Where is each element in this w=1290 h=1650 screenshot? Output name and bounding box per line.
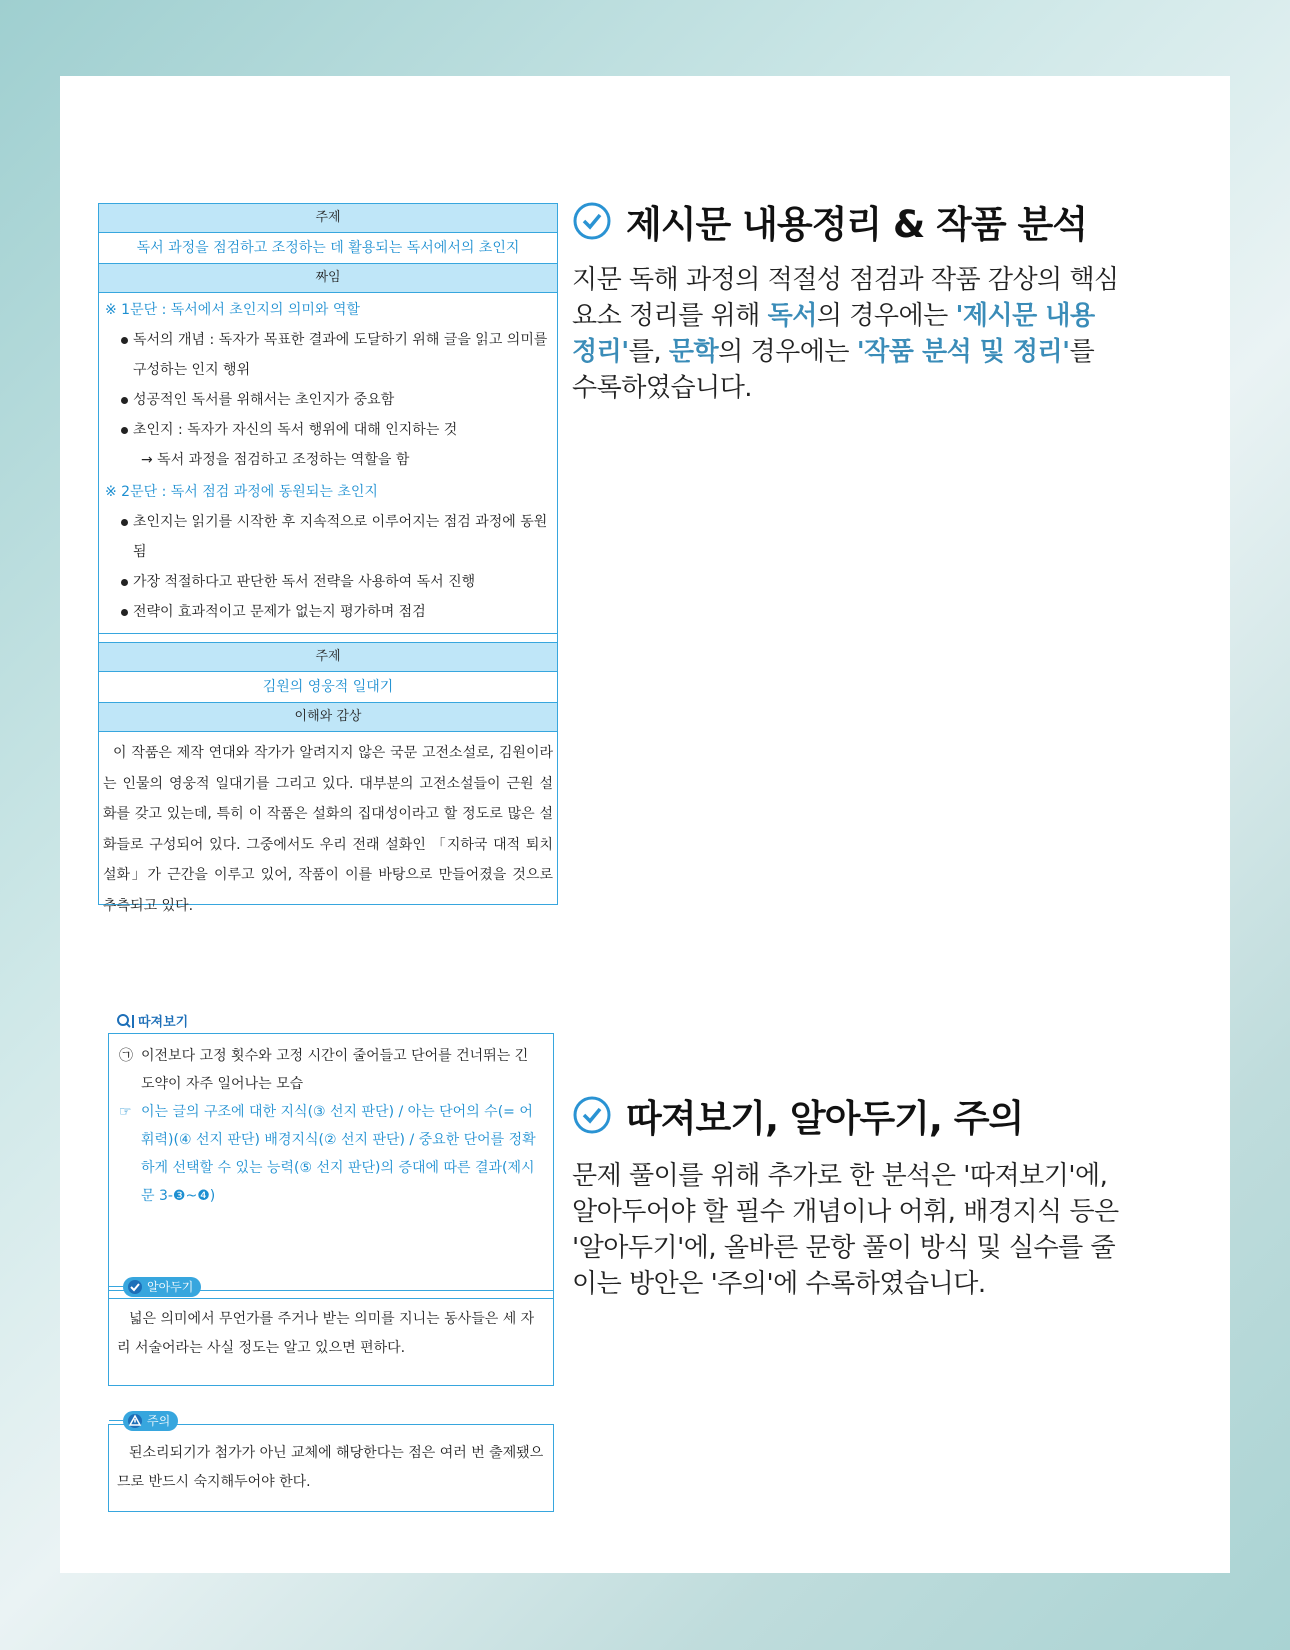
bullet-item: 전략이 효과적이고 문제가 없는지 평가하며 점검 [99, 597, 557, 627]
circled-letter-mark: ㉠ [119, 1048, 133, 1064]
juui-text: 된소리되기가 첨가가 아닌 교체에 해당한다는 점은 여러 번 출제됐으므로 반드시 숙지해두어야 한다. [117, 1445, 544, 1490]
aldugi-text: 넓은 의미에서 무언가를 주거나 받는 의미를 지니는 동사들은 세 자리 서술어라는 사실 정도는 알고 있으면 편하다. [117, 1311, 535, 1356]
juui-tag [123, 1411, 178, 1431]
bullet-item: 성공적인 독서를 위해서는 초인지가 중요함 [99, 385, 557, 415]
paragraph-2-title: ※ 2문단 : 독서 점검 과정에 동원되는 초인지 [105, 484, 378, 500]
body-text: 를, [628, 337, 669, 367]
circle-check-icon [572, 201, 612, 241]
bullet-item: 독서의 개념 : 독자가 목표한 결과에 도달하기 위해 글을 읽고 의미를 구성하는 인지 행위 [99, 325, 557, 385]
warning-icon [127, 1413, 143, 1429]
circle-check-icon [572, 1095, 612, 1135]
ttajyeo-item [119, 1098, 543, 1210]
ttajyeo-label [116, 1011, 188, 1030]
section-1-title [572, 194, 1087, 248]
bullet-item: 초인지 : 독자가 자신의 독서 행위에 대해 인지하는 것 [99, 415, 557, 445]
section-2-title-text: 따져보기, 알아두기, 주의 [626, 1097, 1024, 1140]
aldugi-box [108, 1280, 554, 1386]
ttajyeo-item [119, 1042, 543, 1098]
section-2-title [572, 1088, 1023, 1142]
highlight-text: 독서 [767, 301, 817, 331]
ttajyeo-item-text: 이는 글의 구조에 대한 지식(③ 선지 판단) / 아는 단어의 수(= 어휘력)(④ 선지 판단) 배경지식(② 선지 판단) / 중요한 단어를 정확하게 선택할 수 있는 능력(⑤ 선지 판단)의 증대에 따른 결과(제시문 3-❸~❹) [141, 1104, 536, 1204]
bullet-item: 초인지는 읽기를 시작한 후 지속적으로 이루어지는 점검 과정에 동원됨 [99, 507, 557, 567]
magnifier-icon [116, 1013, 134, 1029]
theme-text: 독서 과정을 점검하고 조정하는 데 활용되는 독서에서의 초인지 [99, 233, 557, 264]
juui-tag-text: 주의 [147, 1414, 171, 1428]
highlight-text: '작품 분석 및 정리' [856, 337, 1070, 367]
structure-header: 짜임 [99, 264, 557, 293]
panel-divider [99, 633, 557, 643]
paragraph-1-title: ※ 1문단 : 독서에서 초인지의 의미와 역할 [105, 302, 360, 318]
page-card [60, 76, 1230, 1573]
theme2-text: 김원의 영웅적 일대기 [99, 672, 557, 703]
body-text: 의 경우에는 [718, 337, 857, 367]
bullet-item: 가장 적절하다고 판단한 독서 전략을 사용하여 독서 진행 [99, 567, 557, 597]
summary-panel [98, 203, 558, 914]
check-icon [127, 1279, 143, 1295]
appreciation-text: 이 작품은 제작 연대와 작가가 알려지지 않은 국문 고전소설로, 김원이라는 인물의 영웅적 일대기를 그리고 있다. 대부분의 고전소설들이 근원 설화를 갖고 있는데, 특히 이 작품은 설화의 집대성이라고 할 정도로 많은 설화들로 구성되어 있다. 그중에서도 우리 전래 설화인 「지하국 대적 퇴치 설화」가 근간을 이루고 있어, 작품이 이를 바탕으로 만들어졌을 것으로 추측되고 있다. [103, 745, 553, 914]
theme-header: 주제 [99, 204, 557, 233]
body-text: 의 경우에는 [816, 301, 956, 331]
section-2-body: 문제 풀이를 위해 추가로 한 분석은 '따져보기'에, 알아두어야 할 필수 개념이나 어휘, 배경지식 등은 '알아두기'에, 올바른 문항 풀이 방식 및 실수를 줄이는 방안은 '주의'에 수록하였습니다. [572, 1161, 1119, 1299]
aldugi-tag-text: 알아두기 [147, 1280, 194, 1294]
highlight-text: '제시문 내용 정리' [572, 301, 1095, 367]
section-1-body [572, 262, 1124, 406]
ttajyeo-item-text: 이전보다 고정 횟수와 고정 시간이 줄어들고 단어를 건너뛰는 긴 도약이 자주 일어나는 모습 [141, 1048, 529, 1092]
theme2-header: 주제 [99, 643, 557, 672]
juui-box [108, 1414, 554, 1512]
highlight-text: 문학 [668, 337, 719, 367]
body-text: 지문 독해 과정의 적절성 점검과 작품 감상의 핵심 요소 정리를 위해 [572, 265, 1119, 331]
arrow-note: → 독서 과정을 점검하고 조정하는 역할을 함 [141, 452, 410, 468]
section-1-title-text: 제시문 내용정리 & 작품 분석 [626, 203, 1087, 246]
pointing-hand-icon: ☞ [119, 1104, 132, 1120]
ttajyeo-label-text: 따져보기 [138, 1015, 189, 1030]
aldugi-tag [123, 1277, 201, 1297]
ttajyeo-box [108, 1033, 554, 1299]
appreciation-header: 이해와 감상 [99, 703, 557, 732]
body-text: 를 수록하였습니다. [572, 337, 1095, 403]
